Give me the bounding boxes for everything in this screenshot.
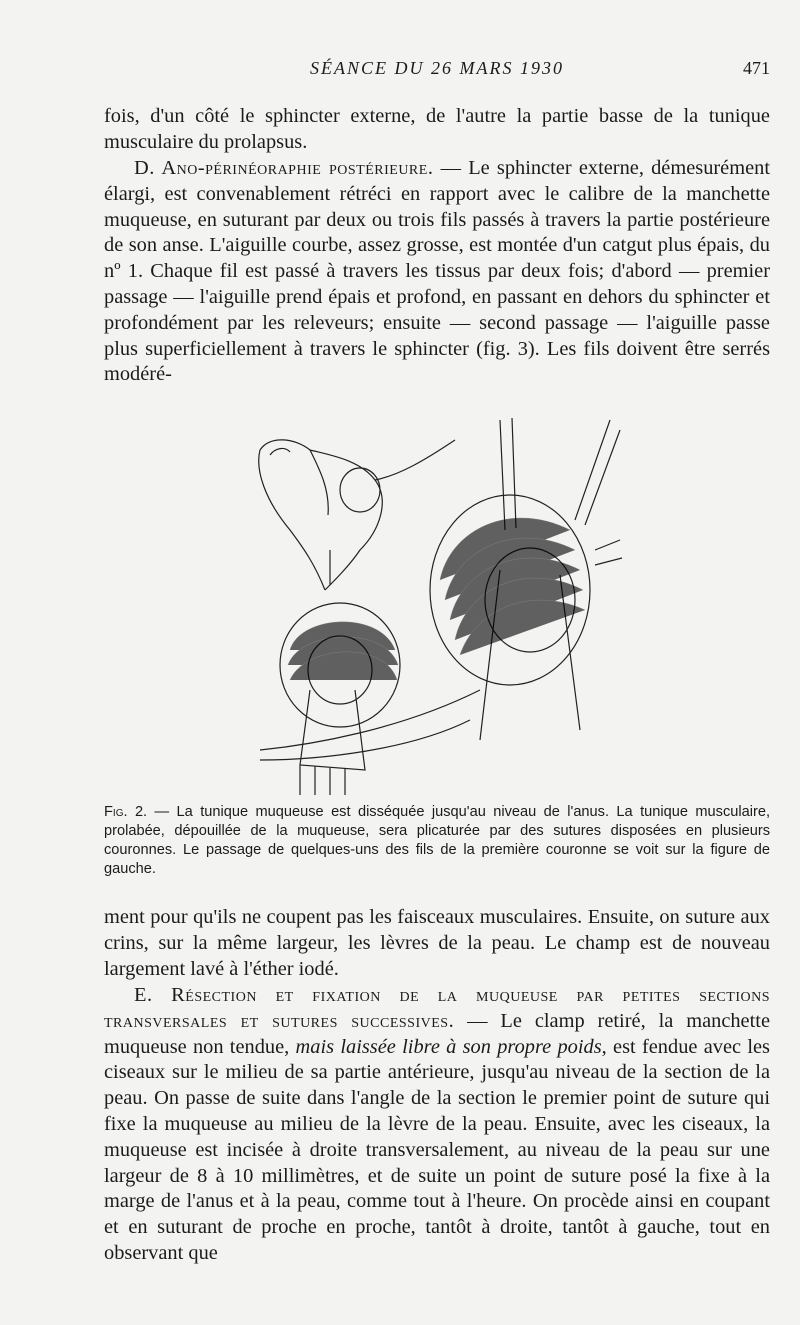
paragraph-4 — [104, 983, 770, 1267]
paragraph-2 — [104, 156, 770, 388]
paragraph-1: fois, d'un côté le sphincter externe, de l'autre la partie basse de la tunique musculaire du prolapsus. — [104, 105, 770, 153]
paragraph-4-italic: mais laissée libre à son propre poids — [295, 1035, 602, 1058]
paragraph-2-body: — Le sphincter externe, démesurément élargi, est convenablement rétréci en rapport avec le calibre de la manchette muqueuse, en suturant par deux ou trois fils passés à travers la partie postérieure de son anse. L'aiguille courbe, assez grosse, est montée d'un catgut plus épais, du nº 1. Chaque fil est passé à travers les tissus par deux fois; d'abord — premier passage — l'aiguille prend épais et profond, en passant en dehors du sphincter et profondément par les releveurs; ensuite — second passage — l'aiguille passe plus superficiellement à travers le sphincter (fig. 3). Les fils doivent être serrés modéré- — [104, 157, 771, 386]
section-d-heading: D. Ano-périnéoraphie postérieure. — [134, 157, 434, 179]
paragraph-4-part-b: , est fendue avec les ciseaux sur le milieu de sa partie antérieure, jusqu'au niveau de la section de la peau. On passe de suite dans l'angle de la section le premier point de suture qui fixe la muqueuse au milieu de la lèvre de la peau. Ensuite, avec les ciseaux, la muqueuse est incisée à droite transversalement, au niveau de la peau sur une largeur de 8 à 10 millimètres, et de suite un point de suture posé la fixe à la marge de l'anus et à la peau, comme tout à l'heure. On procède ainsi en coupant et en suturant de proche en proche, tantôt à droite, tantôt à gauche, tout en observant que — [104, 1035, 770, 1264]
paragraph-3: ment pour qu'ils ne coupent pas les faisceaux musculaires. Ensuite, on suture aux crins, sur la même largeur, les lèvres de la peau. Le champ est de nouveau largement lavé à l'éther iodé. — [104, 906, 770, 980]
figure-caption — [104, 803, 770, 879]
running-header — [104, 58, 770, 88]
running-title: SÉANCE DU 26 MARS 1930 — [310, 58, 564, 78]
paragraph-4-part-a: — Le clamp retiré, la manchette muqueuse non tendue, — [104, 1009, 770, 1058]
surgical-illustration — [250, 400, 630, 795]
figure-caption-text: — La tunique muqueuse est disséquée jusqu'au niveau de l'anus. La tunique musculaire, prolabée, dépouillée de la muqueuse, sera plicaturée par des sutures disposées en plusieurs couronnes. Le passage de quelques-uns des fils de la première couronne se voit sur la figure de gauche. — [104, 804, 770, 877]
page-number: 471 — [743, 58, 770, 78]
section-e-heading: E. Résection et fixation de la muqueuse par petites sections transversales et sutures successives. — [104, 984, 770, 1032]
figure-caption-label: Fig. 2. — [104, 804, 148, 820]
